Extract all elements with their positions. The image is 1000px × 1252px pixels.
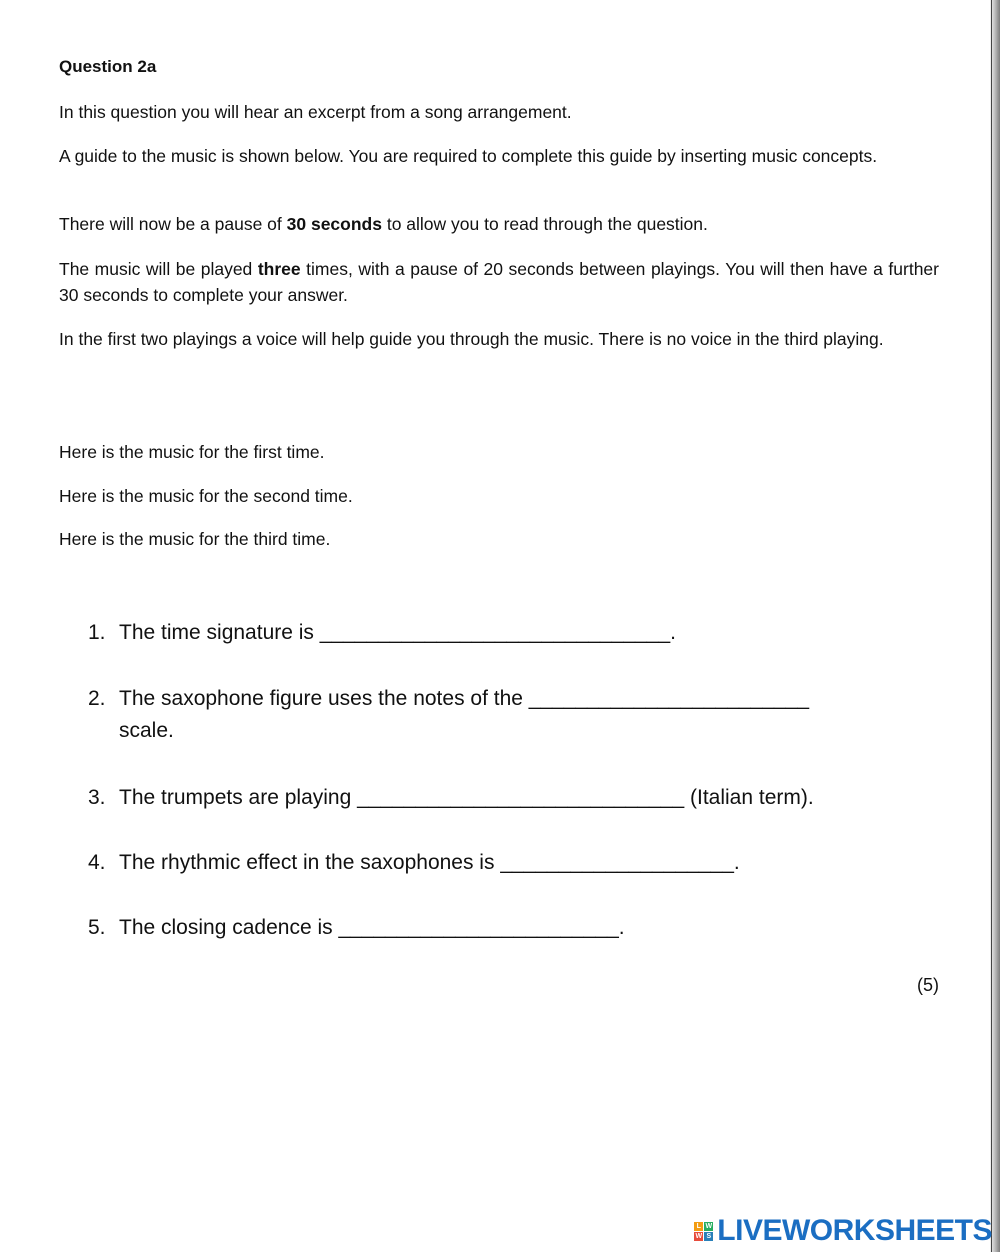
intro-paragraph: In this question you will hear an excerpt from a song arrangement. <box>59 102 572 122</box>
playing-first: Here is the music for the first time. <box>59 442 325 462</box>
page-edge-line <box>991 0 992 1252</box>
question-title: Question 2a <box>59 57 157 76</box>
question-item-2: 2. The saxophone figure uses the notes of the ________________________ scale. <box>88 687 810 742</box>
question-item-1: 1. The time signature is ______________________________. <box>88 621 676 644</box>
pause-paragraph: There will now be a pause of 30 seconds to allow you to read through the question. <box>59 214 708 234</box>
play-count: three <box>257 259 301 279</box>
answer-blank-3[interactable]: ____________________________ <box>357 786 685 809</box>
playing-second: Here is the music for the second time. <box>59 486 353 506</box>
answer-blank-2[interactable]: ________________________ <box>528 687 810 710</box>
liveworksheets-brand-name: LIVEWORKSHEETS <box>717 1214 992 1247</box>
voice-paragraph: In the first two playings a voice will help guide you through the music. There is no voice in the third playing. <box>59 329 884 349</box>
liveworksheets-watermark <box>694 1215 992 1247</box>
answer-blank-5[interactable]: ________________________ <box>338 916 619 939</box>
answer-blank-4[interactable]: ____________________ <box>500 851 734 874</box>
question-item-4: 4. The rhythmic effect in the saxophones is ____________________. <box>88 851 740 874</box>
answer-blank-1[interactable]: ______________________________ <box>319 621 671 644</box>
marks-total: (5) <box>917 975 939 995</box>
question-item-3: 3. The trumpets are playing ____________________________ (Italian term). <box>88 786 814 809</box>
pause-duration: 30 seconds <box>286 214 382 234</box>
question-item-5: 5. The closing cadence is ________________________. <box>88 916 625 939</box>
guide-paragraph: A guide to the music is shown below. You are required to complete this guide by inserting music concepts. <box>59 146 878 166</box>
liveworksheets-logo-icon: L W W S <box>695 1222 713 1240</box>
playing-third: Here is the music for the third time. <box>59 529 331 549</box>
played-paragraph: The music will be played three times, with a pause of 20 seconds between playings. You will then have a further 30 seconds to complete your answer. <box>59 259 939 305</box>
